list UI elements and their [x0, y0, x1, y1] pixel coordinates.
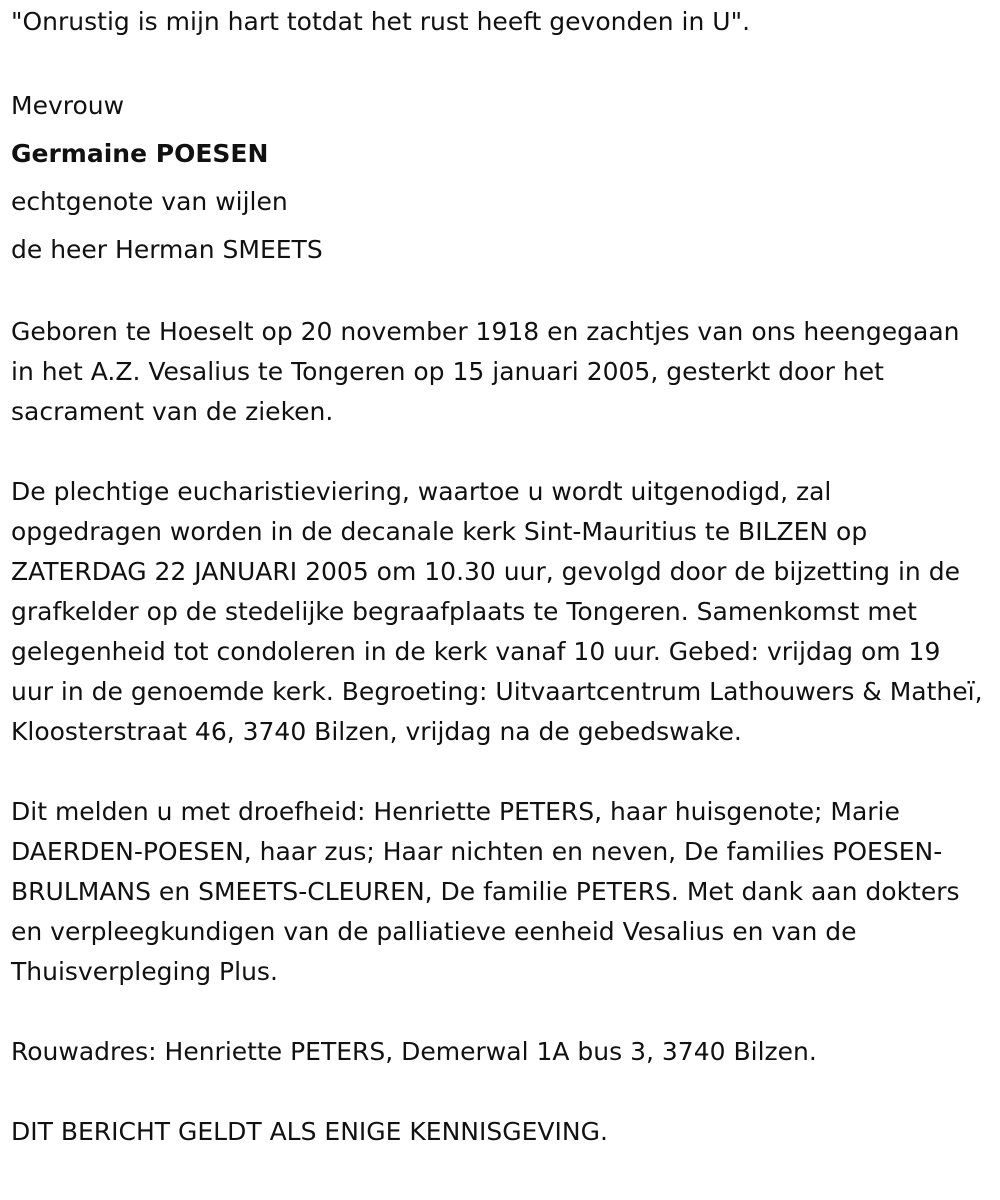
relation-line-1: echtgenote van wijlen: [11, 187, 288, 216]
announcement-paragraph: Dit melden u met droefheid: Henriette PETERS, haar huisgenote; Marie DAERDEN-POESEN, haar zus; Haar nichten en neven, De families POESEN-BRULMANS en SMEETS-CLEUREN, De familie PETERS. Met dank aan dokters en verpleegkundigen van de palliatieve eenheid Vesalius en van de Thuisverpleging Plus.: [11, 797, 960, 986]
deceased-block: [11, 82, 990, 274]
birth-death-paragraph: Geboren te Hoeselt op 20 november 1918 en zachtjes van ons heengegaan in het A.Z. Vesalius te Tongeren op 15 januari 2005, gesterkt door het sacrament van de zieken.: [11, 317, 960, 426]
mourning-address: Rouwadres: Henriette PETERS, Demerwal 1A bus 3, 3740 Bilzen.: [11, 1037, 817, 1066]
ceremony-paragraph: De plechtige eucharistieviering, waartoe u wordt uitgenodigd, zal opgedragen worden in de decanale kerk Sint-Mauritius te BILZEN op ZATERDAG 22 JANUARI 2005 om 10.30 uur, gevolgd door de bijzetting in de grafkelder op de stedelijke begraafplaats te Tongeren. Samenkomst met gelegenheid tot condoleren in de kerk vanaf 10 uur. Gebed: vrijdag om 19 uur in de genoemde kerk. Begroeting: Uitvaartcentrum Lathouwers & Matheï, Kloosterstraat 46, 3740 Bilzen, vrijdag na de gebedswake.: [11, 477, 983, 746]
relation-line-2: de heer Herman SMEETS: [11, 235, 323, 264]
salutation: Mevrouw: [11, 91, 125, 120]
motto: "Onrustig is mijn hart totdat het rust heeft gevonden in U".: [11, 7, 751, 36]
deceased-name: Germaine POESEN: [11, 139, 269, 168]
notice: DIT BERICHT GELDT ALS ENIGE KENNISGEVING.: [11, 1117, 608, 1146]
